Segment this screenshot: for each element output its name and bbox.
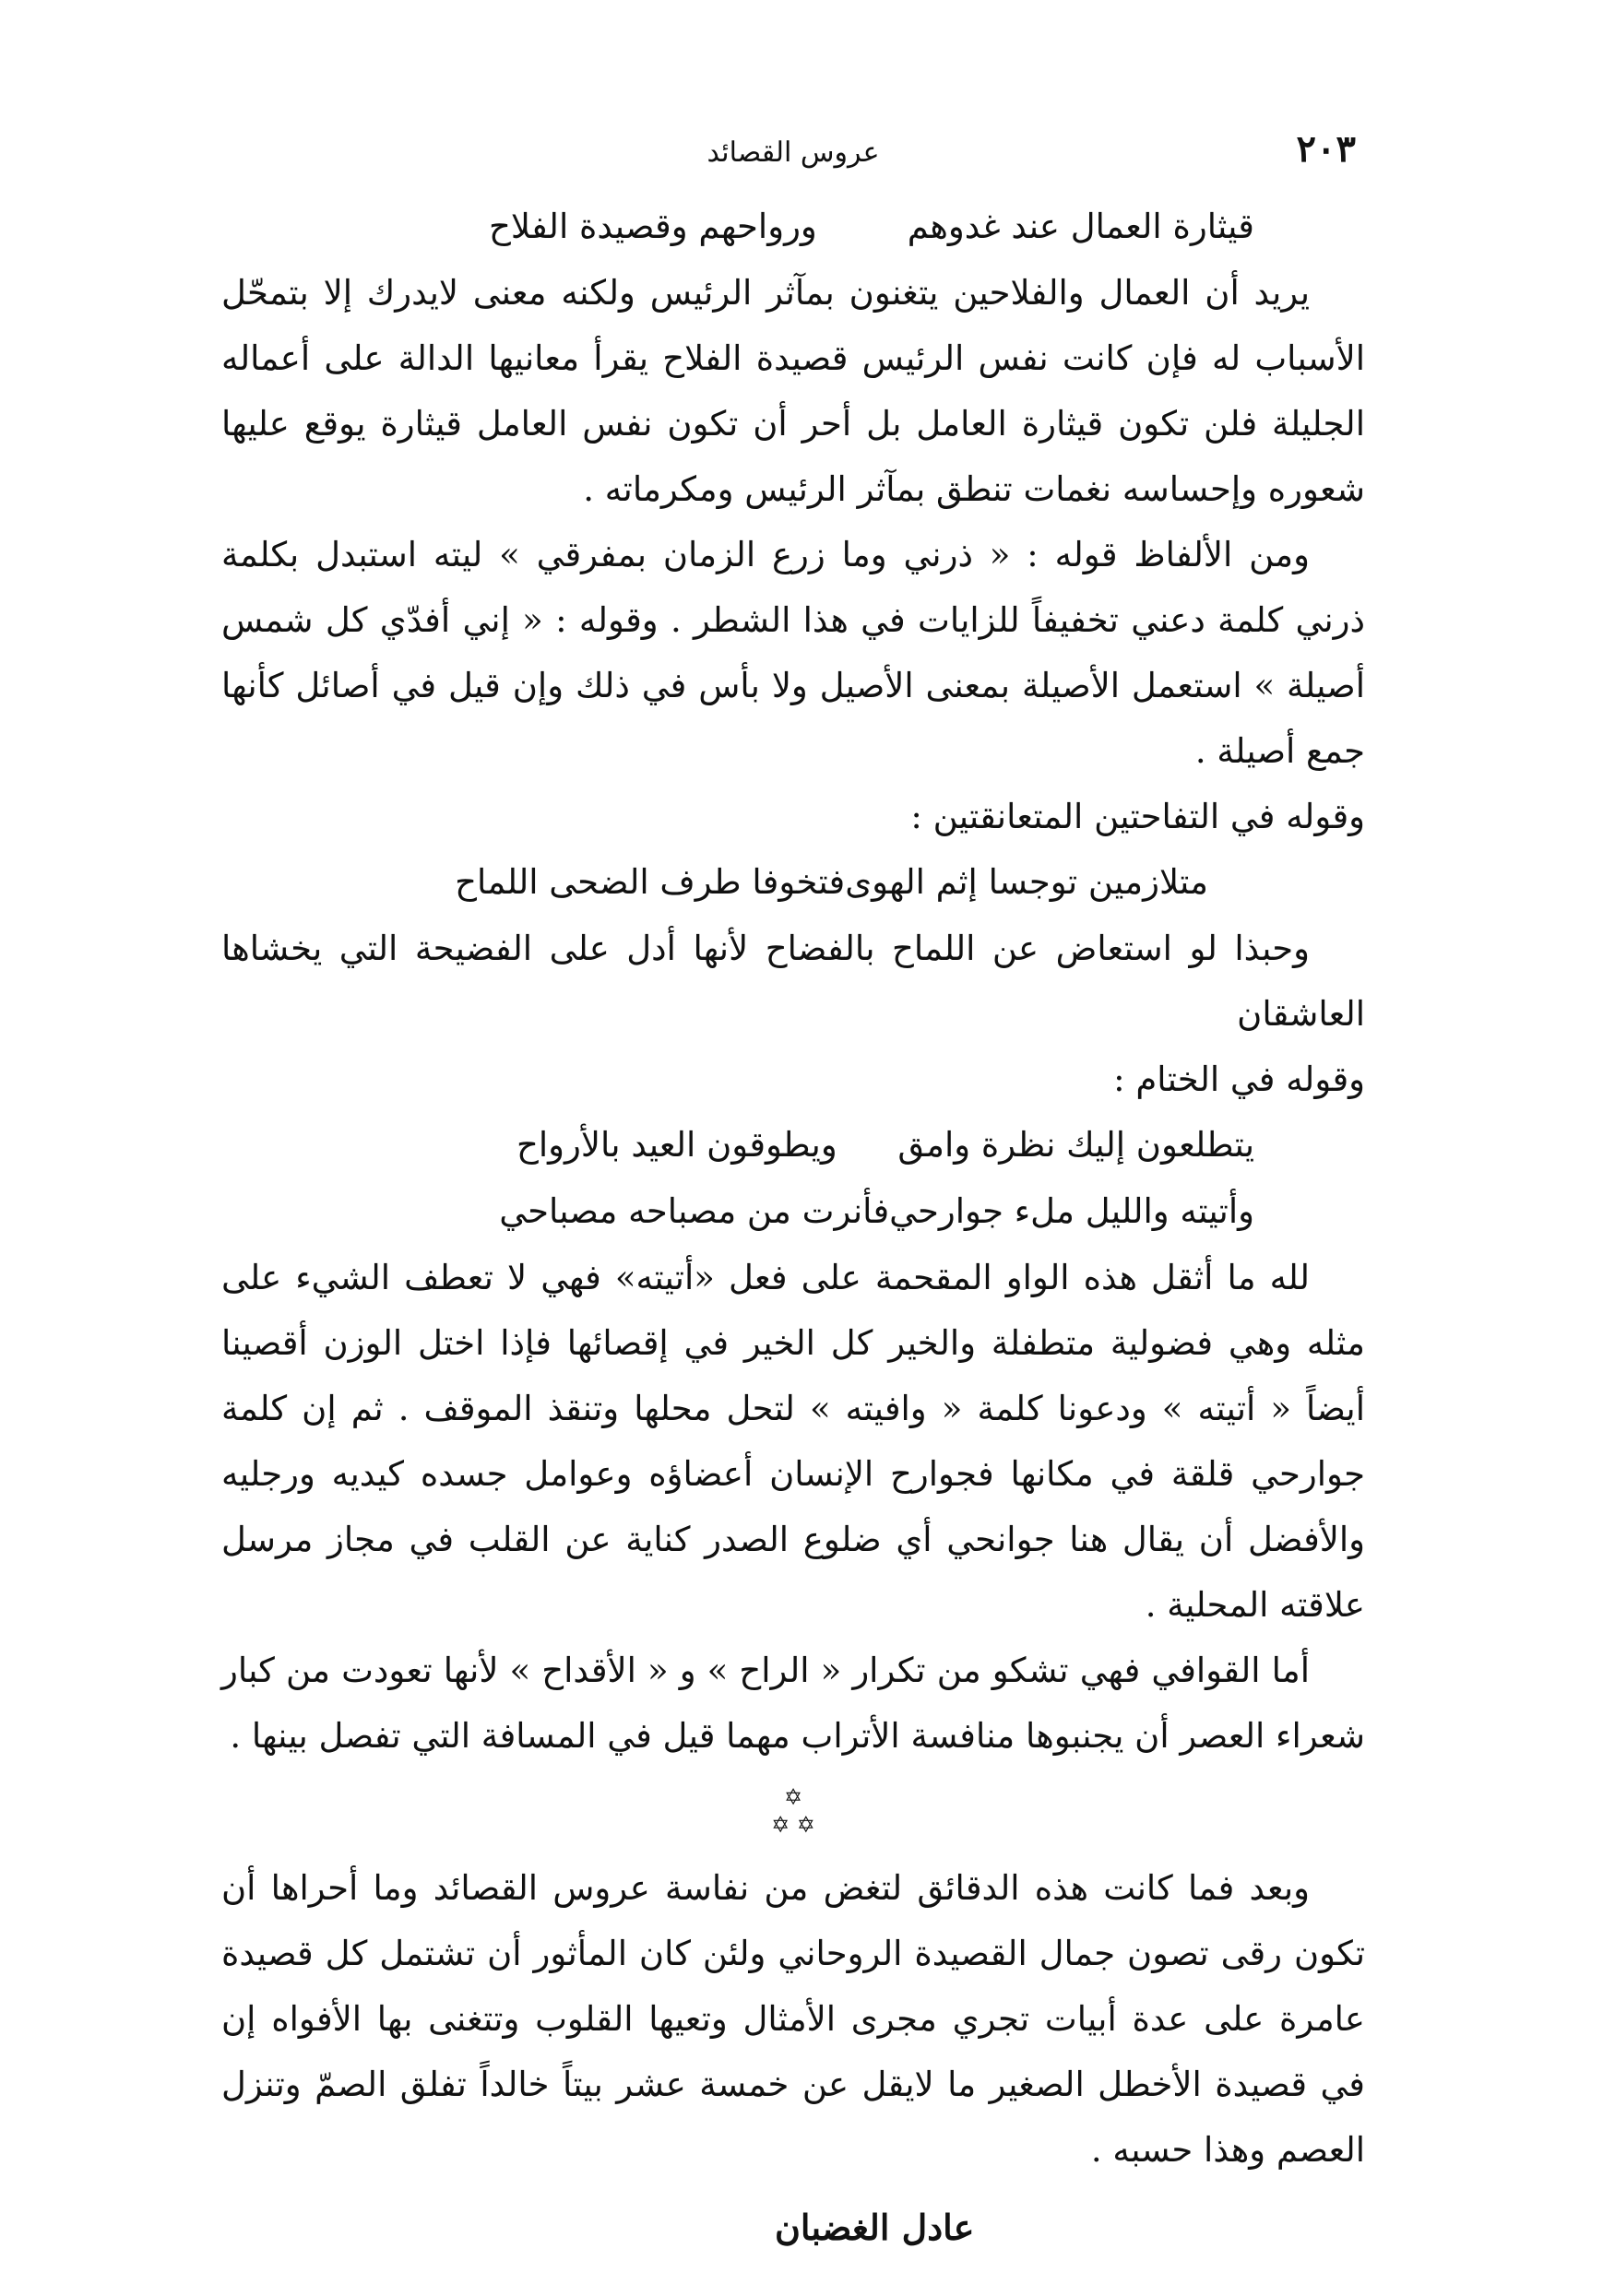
author-signature: عادل الغضبان (775, 2207, 975, 2248)
verse-hemistich-first: قيثارة العمال عند غدوهم (907, 207, 1254, 246)
paragraph: يريد أن العمال والفلاحين يتغنون بمآثر الرئيس ولكنه معنى لايدرك إلا بتمحّل الأسباب له فإن كانت نفس الرئيس قصيدة الفلاح يقرأ معانيها الدالة على أعماله الجليلة فلن تكون قيثارة العامل بل أحر أن تكون نفس العامل قيثارة يوقع عليها شعوره وإحساسه نغمات تنطق بمآثر الرئيس ومكرماته . (221, 273, 1365, 509)
paragraph: لله ما أثقل هذه الواو المقحمة على فعل «أتيته» فهي لا تعطف الشيء على مثله وهي فضولية متطفلة والخير كل الخير في إقصائها فإذا اختل الوزن أقصينا أيضاً « أتيته » ودعونا كلمة « وافيته » لتحل محلها وتنقذ الموقف . ثم إن كلمة جوارحي قلقة في مكانها فجوارح الإنسان أعضاؤه وعوامل جسده كيديه ورجليه والأفضل أن يقال هنا جوانحي أي ضلوع الصدر كناية عن القلب في مجاز مرسل علاقته المحلية . (221, 1258, 1365, 1625)
verse-hemistich-first: متلازمين توجسا إثم الهوى (845, 862, 1208, 902)
verse-hemistich-second: ورواحهم وقصيدة الفلاح (489, 207, 817, 246)
verse-line (221, 849, 1365, 916)
running-header (221, 120, 1365, 194)
paragraph: وحبذا لو استعاض عن اللماح بالفضاح لأنها أدل على الفضيحة التي يخشاها العاشقان (221, 929, 1365, 1034)
page-number: ٢٠٣ (1296, 127, 1356, 171)
verse-line (221, 1178, 1365, 1245)
verse-hemistich-second: فأنرت من مصباحه مصباحي (499, 1191, 890, 1231)
star-icon: ✡ ✡ (771, 1812, 815, 1838)
paragraph: أما القوافي فهي تشكو من تكرار « الراح » و « الأقداح » لأنها تعودت من كبار شعراء العصر أن يجنبوها منافسة الأتراب مهما قيل في المسافة التي تفصل بينها . (221, 1651, 1365, 1756)
paragraph: ومن الألفاظ قوله : « ذرني وما زرع الزمان بمفرقي » ليته استبدل بكلمة ذرني كلمة دعني تخفيفاً للزايات في هذا الشطر . وقوله : « إني أفدّي كل شمس أصيلة » استعمل الأصيلة بمعنى الأصيل ولا بأس في ذلك وإن قيل في أصائل كأنها جمع أصيلة . (221, 535, 1365, 771)
document-page (221, 120, 1365, 2248)
running-title: عروس القصائد (707, 136, 880, 169)
paragraph: وقوله في الختام : (1113, 1059, 1365, 1099)
verse-line (221, 1112, 1365, 1178)
star-icon: ✡ (783, 1784, 803, 1810)
verse-hemistich-second: ويطوقون العيد بالأرواح (517, 1125, 837, 1165)
verse-hemistich-second: فتخوفا طرف الضحى اللماح (455, 862, 846, 902)
verse-hemistich-first: يتطلعون إليك نظرة وامق (897, 1125, 1254, 1165)
paragraph: وقوله في التفاحتين المتعانقتين : (910, 797, 1365, 836)
verse-line (221, 194, 1365, 260)
paragraph: وبعد فما كانت هذه الدقائق لتغض من نفاسة عروس القصائد وما أحراها أن تكون رقى تصون جمال القصيدة الروحاني ولئن كان المأثور أن تشتمل كل قصيدة عامرة على عدة أبيات تجري مجرى الأمثال وتعيها القلوب وتتغنى بها الأفواه إن في قصيدة الأخطل الصغير ما لايقل عن خمسة عشر بيتاً خالداً تفلق الصمّ وتنزل العصم وهذا حسبه . (221, 1868, 1365, 2170)
section-separator (221, 1783, 1365, 1839)
verse-hemistich-first: وأتيته والليل ملء جوارحي (889, 1191, 1254, 1231)
